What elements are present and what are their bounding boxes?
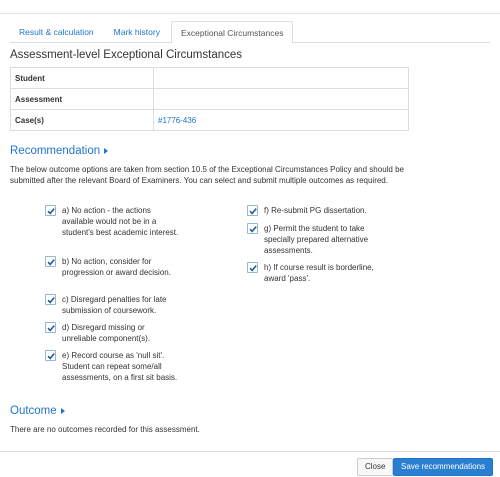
option-e[interactable]: [45, 350, 180, 383]
option-g-label: g) Permit the student to take specially prepared alternative assessments.: [264, 224, 369, 255]
table-row: [11, 110, 409, 131]
checkbox-f[interactable]: [247, 205, 258, 216]
recommendation-toggle[interactable]: [10, 145, 108, 157]
check-icon: [46, 206, 56, 216]
caret-right-icon: [104, 148, 108, 154]
table-row: [11, 89, 409, 110]
checkbox-a[interactable]: [45, 205, 56, 216]
assessment-label: Assessment: [11, 89, 154, 110]
save-recommendations-button[interactable]: Save recommendations: [393, 458, 493, 476]
check-icon: [46, 295, 56, 305]
outcome-toggle[interactable]: [10, 405, 65, 417]
checkbox-e[interactable]: [45, 350, 56, 361]
cases-value-cell: [154, 110, 409, 131]
modal-footer: [0, 451, 500, 477]
check-icon: [46, 351, 56, 361]
info-table: [10, 67, 409, 131]
option-a[interactable]: [45, 205, 180, 238]
option-f-label: f) Re-submit PG dissertation.: [264, 206, 367, 215]
tab-bar: [10, 21, 490, 43]
section-title: Assessment-level Exceptional Circumstances: [10, 49, 243, 61]
outcome-heading: Outcome: [10, 405, 57, 417]
recommendation-description: The below outcome options are taken from section 10.5 of the Exceptional Circumstances Policy and should be submitted after the relevant Board of Examiners. You can select and submit multiple outcomes as required.: [10, 165, 404, 185]
option-b[interactable]: [45, 256, 180, 278]
check-icon: [248, 263, 258, 273]
check-icon: [248, 206, 258, 216]
recommendation-heading: Recommendation: [10, 145, 101, 157]
option-c[interactable]: [45, 294, 180, 316]
cases-label: Case(s): [11, 110, 154, 131]
option-f[interactable]: [247, 205, 387, 216]
option-b-label: b) No action, consider for progression or award decision.: [62, 257, 171, 277]
checkbox-b[interactable]: [45, 256, 56, 267]
option-e-label: e) Record course as 'null sit'. Student can repeat some/all assessments, on a first sit basis.: [62, 351, 178, 382]
checkbox-c[interactable]: [45, 294, 56, 305]
option-a-label: a) No action - the actions available would not be in a student's best academic interest.: [62, 206, 179, 237]
option-c-label: c) Disregard penalties for late submission of coursework.: [62, 295, 167, 315]
check-icon: [46, 323, 56, 333]
table-row: [11, 68, 409, 89]
checkbox-g[interactable]: [247, 223, 258, 234]
close-button[interactable]: Close: [357, 458, 393, 476]
option-g[interactable]: [247, 223, 387, 256]
student-value: [154, 68, 409, 89]
outcome-text: There are no outcomes recorded for this assessment.: [10, 425, 200, 434]
option-h-label: h) If course result is borderline, award 'pass'.: [264, 263, 374, 283]
caret-right-icon: [61, 408, 65, 414]
student-label: Student: [11, 68, 154, 89]
tab-mark-history[interactable]: Mark history: [113, 27, 160, 37]
tab-exceptional-circumstances[interactable]: Exceptional Circumstances: [171, 21, 294, 44]
assessment-value: [154, 89, 409, 110]
option-h[interactable]: [247, 262, 387, 284]
option-d[interactable]: [45, 322, 180, 344]
check-icon: [248, 224, 258, 234]
option-d-label: d) Disregard missing or unreliable component(s).: [62, 323, 151, 343]
case-link[interactable]: #1776-436: [158, 115, 197, 125]
tab-result-calculation[interactable]: Result & calculation: [19, 27, 94, 37]
top-bar: [0, 0, 500, 14]
check-icon: [46, 257, 56, 267]
checkbox-d[interactable]: [45, 322, 56, 333]
checkbox-h[interactable]: [247, 262, 258, 273]
